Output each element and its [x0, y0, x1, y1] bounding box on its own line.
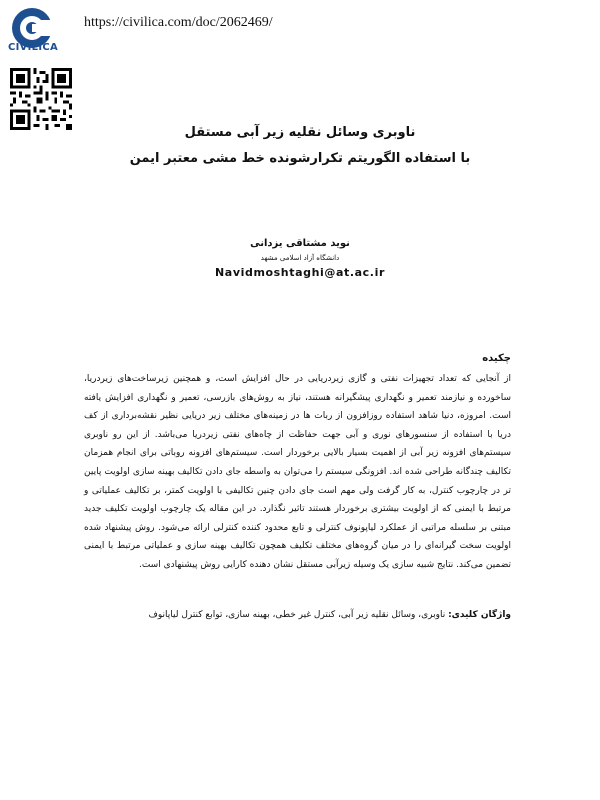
document-url[interactable]: https://civilica.com/doc/2062469/: [84, 15, 273, 30]
keywords-text: ناوبری، وسائل نقلیه زیر آبی، کنترل غیر خطی، بهینه سازی، توابع کنترل لیاپانوف: [148, 610, 446, 620]
author-name: نوید مشتاقی یزدانی: [250, 238, 350, 249]
author-block: [100, 236, 500, 282]
abstract-heading: چکیده: [482, 353, 511, 364]
paper-title: [60, 120, 540, 172]
title-line-2: با استفاده الگوریتم تکرارشونده خط مشی معتبر ایمن: [129, 151, 471, 166]
author-email: Navidmoshtaghi@at.ac.ir: [215, 266, 385, 279]
author-affiliation: دانشگاه آزاد اسلامی مشهد: [260, 254, 340, 262]
abstract-text: از آنجایی که تعداد تجهیزات نفتی و گازی زیردریایی در حال افزایش است، و همچنین زیرساخت‌های زیردریا، ساخورده و نیازمند تعمیر و نگهداری پیشگیرانه هستند، نیاز به روش‌های بازرسی، تعمیر و نگهداری افزایش یافته است. امروزه، دنیا شاهد استفاده روزافزون از ربات ها در زمینه‌های مختلف زیر دریایی نظیر نقشه‌برداری از کف دریا با استفاده از سنسورهای نوری و آبی جهت حفاظت از چاه‌های نفتی زیردریا می‌باشد. از این رو ناوبری سیستم‌های افزونه زیر آبی از اهمیت بسیار بالایی برخوردار است. سیستم‌های افزونه روباتی برای انجام همزمان تکالیف چندگانه طراحی شده اند. افزونگی سیستم را می‌توان به واسطه جای دادن تکالیف بهینه سازی اولویت پایین تر در چارچوب کنترل، به کار گرفت ولی مهم است جای دادن چنین تکالیفی با اولویت کمتر، بر تکالیف عملیاتی و مرتبط با ایمنی که از اولویت بیشتری برخوردار هستند تاثیر نگذارد. در این مقاله یک چارچوب اولویت تکلیف جدید مبتنی بر سلسله مراتبی از عملکرد لیاپونوف کنترلی و تابع محدود کننده کنترلی ارائه می‌شود. روش پیشنهاد شده اولویت سخت گیرانه‌ای را در میان گروه‌های مختلف تکلیف همچون تکالیف بهینه سازی و عملیاتی مرتبط با ایمنی تضمین می‌کند. نتایج شبیه سازی یک وسیله زیرآبی مستقل نشان دهنده کارایی روش پیشنهادی است.: [84, 374, 511, 570]
keywords: [84, 606, 511, 624]
title-line-1: ناوبری وسائل نقلیه زیر آبی مستقل: [184, 125, 416, 140]
keywords-label: واژگان کلیدی:: [448, 610, 511, 620]
abstract-section: [84, 350, 511, 575]
logo-text: CIVILICA: [7, 42, 59, 53]
